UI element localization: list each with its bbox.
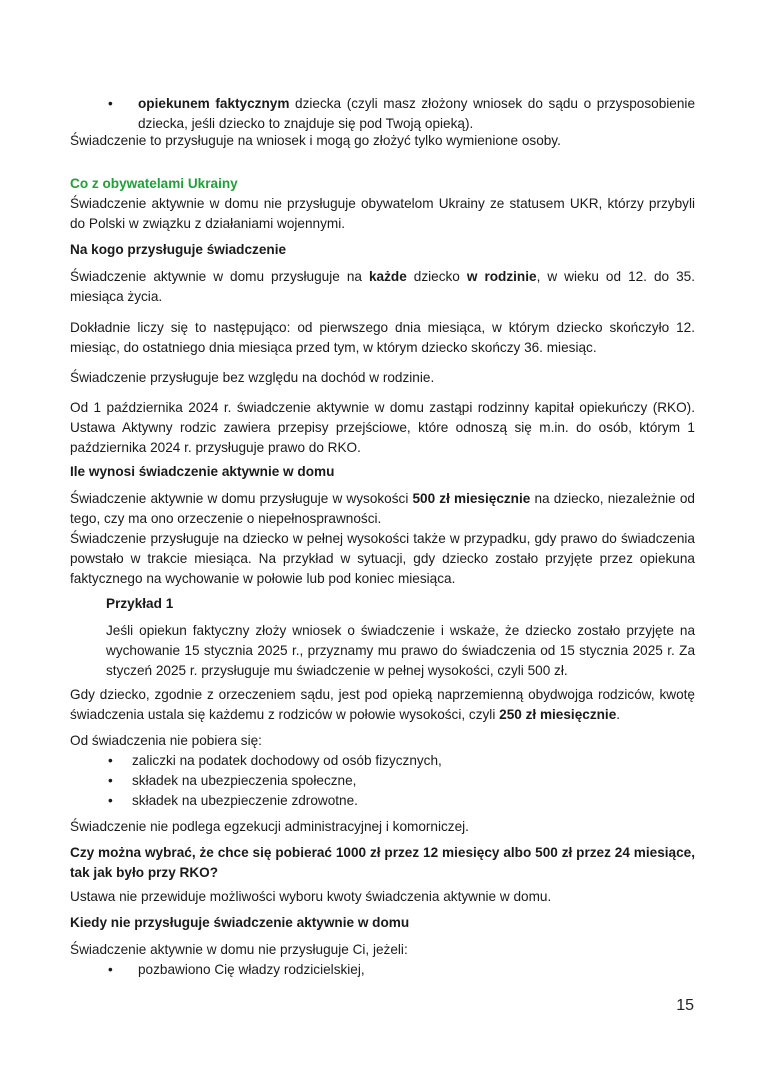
heading-ukraina: Co z obywatelami Ukrainy [70, 176, 238, 191]
text-run: na dziecko, niezależnie od tego, czy ma ono orzeczenie o niepełnosprawności. [70, 491, 695, 526]
bullet-marker: • [108, 773, 113, 788]
text-run: Świadczenie aktywnie w domu przysługuje na [70, 269, 369, 284]
paragraph-wniosek: Świadczenie to przysługuje na wniosek i mogą go złożyć tylko wymienione osoby. [70, 133, 561, 148]
paragraph-wybor: Ustawa nie przewiduje możliwości wyboru kwoty świadczenia aktywnie w domu. [70, 889, 552, 904]
paragraph-na-kogo [70, 267, 695, 307]
text-run: , w wieku od 12. do 35. miesiąca życia. [70, 269, 695, 304]
list-item-text: dziecka (czyli masz złożony wniosek do sądu o przysposobienie dziecka, jeśli dziecko to znajduje się pod Twoją opieką). [138, 96, 696, 131]
paragraph-pelna: Świadczenie przysługuje na dziecko w pełnej wysokości także w przypadku, gdy prawo do świadczenia powstało w trakcie miesiąca. Na przykład w sytuacji, gdy dziecko zostało przyjęte przez opiekuna faktycznego na wychowanie w połowie lub pod koniec miesiąca. [70, 531, 695, 586]
list-item: pozbawiono Cię władzy rodzicielskiej, [138, 962, 365, 977]
text-run: Świadczenie aktywnie w domu przysługuje w wysokości [70, 491, 413, 506]
bold-term: opiekunem faktycznym [138, 96, 290, 111]
paragraph-nie-pobiera: Od świadczenia nie pobiera się: [70, 733, 262, 748]
bullet-marker: • [108, 793, 113, 808]
heading-ile: Ile wynosi świadczenie aktywnie w domu [70, 464, 335, 479]
text-run: . [616, 707, 621, 722]
text-run: dziecko [406, 269, 467, 284]
heading-na-kogo: Na kogo przysługuje świadczenie [70, 242, 287, 257]
paragraph-rko: Od 1 października 2024 r. świadczenie aktywnie w domu zastąpi rodzinny kapitał opiekuńczy (RKO). Ustawa Aktywny rodzic zawiera przepisy przejściowe, które odnoszą się m.in. do osób, którym 1 października 2024 r. przysługuje prawo do RKO. [70, 400, 695, 455]
paragraph-kiedy-nie: Świadczenie aktywnie w domu nie przysługuje Ci, jeżeli: [70, 942, 408, 957]
bold-run: 250 zł miesięcznie [499, 707, 617, 722]
bold-run: w rodzinie [466, 269, 537, 284]
bold-run: każde [368, 269, 407, 284]
bold-run: 500 zł miesięcznie [412, 491, 531, 506]
heading-wybor: Czy można wybrać, że chce się pobierać 1000 zł przez 12 miesięcy albo 500 zł przez 24 miesiące, tak jak było przy RKO? [70, 845, 695, 880]
list-item [138, 94, 695, 134]
bullet-marker: • [108, 962, 113, 977]
text-run: Gdy dziecko, zgodnie z orzeczeniem sądu, jest pod opieką naprzemienną obydwojga rodziców, kwotę świadczenia ustala się każdemu z rodziców w połowie wysokości, czyli [70, 687, 695, 722]
page-number: 15 [676, 997, 694, 1014]
example-text: Jeśli opiekun faktyczny złoży wniosek o świadczenie i wskaże, że dziecko zostało przyjęte na wychowanie 15 stycznia 2025 r., przyznamy mu prawo do świadczenia od 15 stycznia 2025 r. Za styczeń 2025 r. przysługuje mu świadczenie w pełnej wysokości, czyli 500 zł. [106, 623, 695, 678]
example-title: Przykład 1 [106, 596, 174, 611]
paragraph-egzekucja: Świadczenie nie podlega egzekucji administracyjnej i komorniczej. [70, 819, 469, 834]
bullet-marker: • [108, 96, 113, 111]
heading-kiedy-nie: Kiedy nie przysługuje świadczenie aktywnie w domu [70, 915, 410, 930]
paragraph-naprzemienna [70, 685, 695, 725]
paragraph-dokladnie: Dokładnie liczy się to następująco: od pierwszego dnia miesiąca, w którym dziecko skończyło 12. miesiąc, do ostatniego dnia miesiąca przed tym, w którym dziecko skończy 36. miesiąc. [70, 320, 695, 355]
list-item: składek na ubezpieczenia społeczne, [132, 773, 357, 788]
paragraph-ukraina: Świadczenie aktywnie w domu nie przysługuje obywatelom Ukrainy ze statusem UKR, którzy przybyli do Polski w związku z działaniami wojennymi. [70, 196, 695, 231]
paragraph-ile [70, 489, 695, 529]
bullet-marker: • [108, 753, 113, 768]
list-item: zaliczki na podatek dochodowy od osób fizycznych, [132, 753, 442, 768]
list-item: składek na ubezpieczenie zdrowotne. [132, 793, 358, 808]
paragraph-dochod: Świadczenie przysługuje bez względu na dochód w rodzinie. [70, 370, 435, 385]
